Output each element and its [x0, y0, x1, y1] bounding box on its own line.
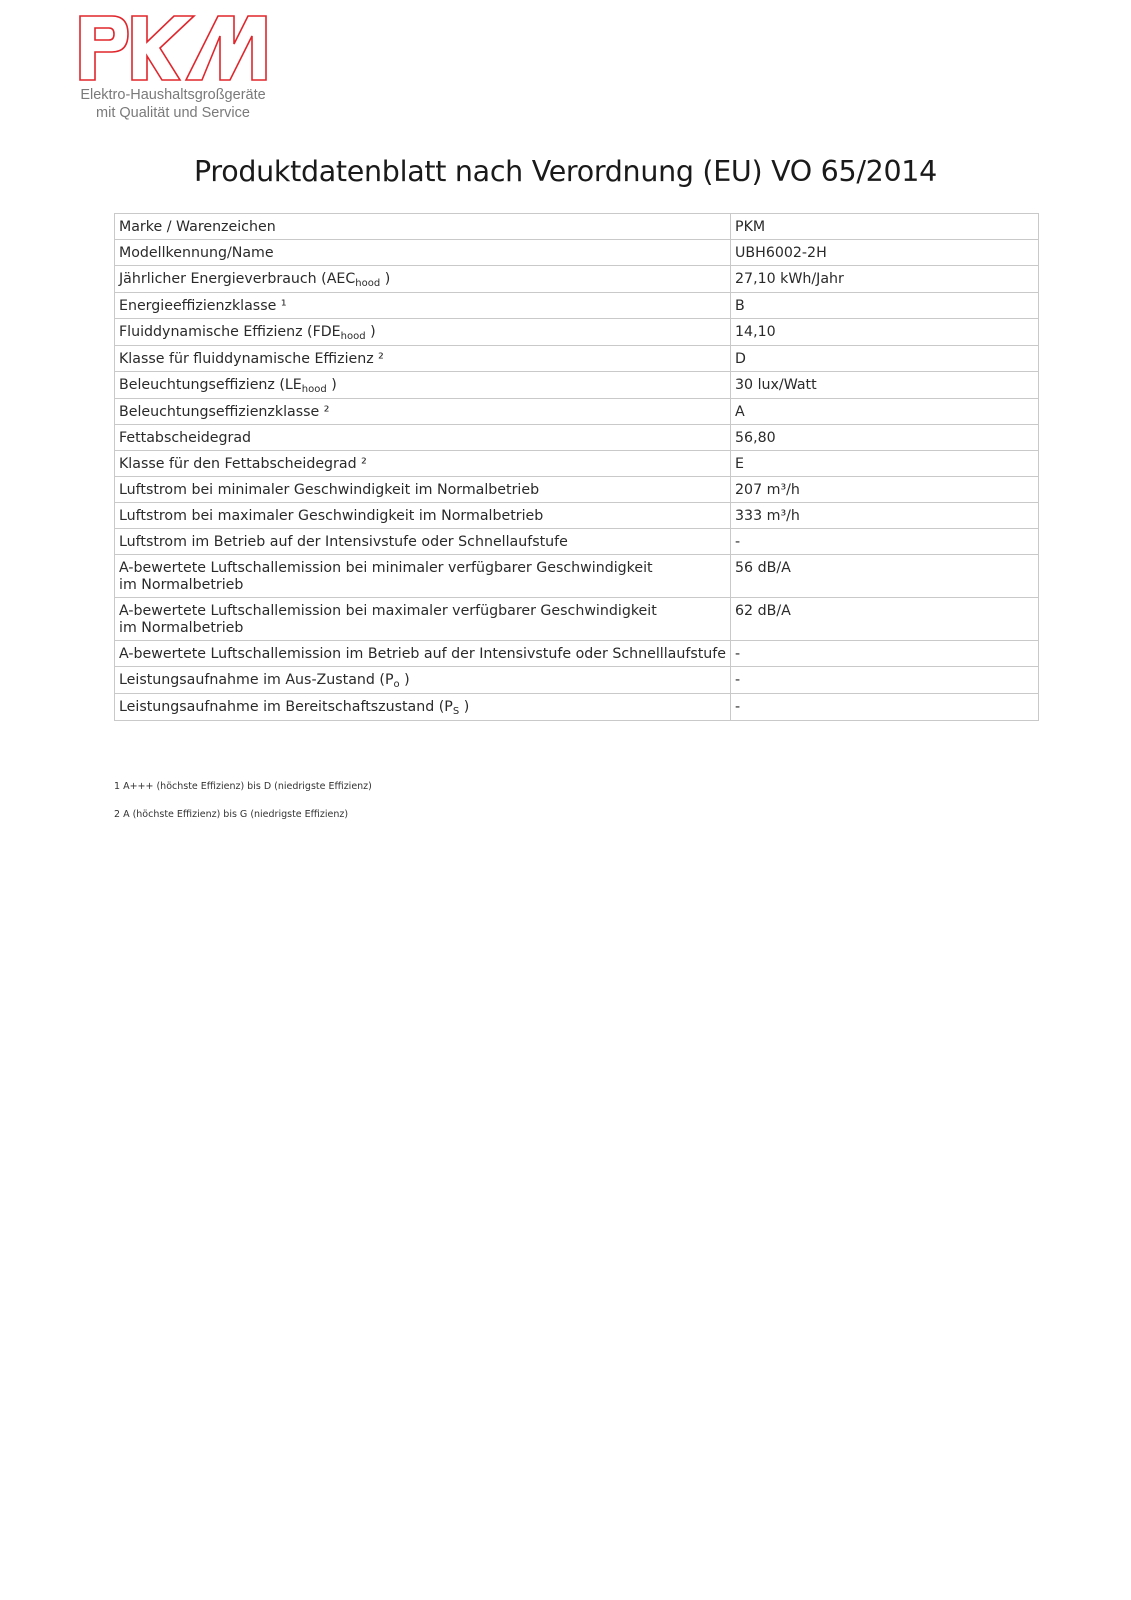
table-row	[115, 346, 1039, 372]
row-label-text: Leistungsaufnahme im Bereitschaftszustand (P	[119, 699, 453, 715]
row-label	[115, 399, 731, 425]
table-row	[115, 319, 1039, 346]
row-label-line-2: im Normalbetrieb	[119, 620, 244, 636]
row-label-text: Beleuchtungseffizienzklasse ²	[119, 404, 330, 420]
table-row	[115, 477, 1039, 503]
row-label-text: Leistungsaufnahme im Aus-Zustand (P	[119, 672, 394, 688]
row-label-text: Modellkennung/Name	[119, 245, 274, 261]
row-value: 62 dB/A	[731, 598, 1039, 641]
row-label-text: Fluiddynamische Effizienz (FDE	[119, 324, 341, 340]
row-label-text: Luftstrom bei maximaler Geschwindigkeit im Normalbetrieb	[119, 508, 544, 524]
row-value: -	[731, 694, 1039, 721]
row-label-text: Luftstrom im Betrieb auf der Intensivstufe oder Schnellaufstufe	[119, 534, 568, 550]
row-label-text: Luftstrom bei minimaler Geschwindigkeit im Normalbetrieb	[119, 482, 540, 498]
row-value: UBH6002-2H	[731, 240, 1039, 266]
row-label-end: )	[399, 672, 410, 688]
row-label-line-2: im Normalbetrieb	[119, 577, 244, 593]
tagline-line-1: Elektro-Haushaltsgroßgeräte	[80, 87, 266, 103]
row-label	[115, 694, 731, 721]
row-value: 56 dB/A	[731, 555, 1039, 598]
row-label-text: Jährlicher Energieverbrauch (AEC	[119, 271, 356, 287]
table-row	[115, 529, 1039, 555]
product-data-rows	[115, 214, 1039, 721]
row-label	[115, 293, 731, 319]
row-value: B	[731, 293, 1039, 319]
row-value: -	[731, 529, 1039, 555]
row-label	[115, 319, 731, 346]
row-label-end: )	[365, 324, 376, 340]
row-label	[115, 451, 731, 477]
table-row	[115, 425, 1039, 451]
row-label-text: A-bewertete Luftschallemission bei maximaler verfügbarer Geschwindigkeit	[119, 603, 657, 619]
row-label	[115, 529, 731, 555]
table-row	[115, 667, 1039, 694]
row-label	[115, 641, 731, 667]
row-label-subscript: o	[393, 679, 400, 690]
row-label-subscript: hood	[340, 331, 366, 342]
footnote-2: 2 A (höchste Effizienz) bis G (niedrigste Effizienz)	[114, 809, 349, 820]
row-value: PKM	[731, 214, 1039, 240]
footnotes	[114, 781, 372, 837]
row-value: 30 lux/Watt	[731, 372, 1039, 399]
pkm-logo-mark	[78, 14, 268, 82]
table-row	[115, 451, 1039, 477]
row-label	[115, 240, 731, 266]
row-label-text: A-bewertete Luftschallemission bei minimaler verfügbarer Geschwindigkeit	[119, 560, 653, 576]
table-row	[115, 214, 1039, 240]
row-label	[115, 667, 731, 694]
table-row	[115, 293, 1039, 319]
row-label-text: Klasse für den Fettabscheidegrad ²	[119, 456, 367, 472]
table-row	[115, 266, 1039, 293]
table-row	[115, 372, 1039, 399]
row-label	[115, 214, 731, 240]
row-label	[115, 598, 731, 641]
row-label-end: )	[380, 271, 391, 287]
row-label	[115, 346, 731, 372]
row-label-subscript: S	[452, 706, 460, 717]
page-title: Produktdatenblatt nach Verordnung (EU) VO 65/2014	[194, 155, 937, 188]
table-row	[115, 503, 1039, 529]
brand-logo	[78, 14, 278, 122]
table-row	[115, 641, 1039, 667]
row-label-end: )	[326, 377, 337, 393]
table-row	[115, 694, 1039, 721]
row-label-text: Beleuchtungseffizienz (LE	[119, 377, 302, 393]
row-value: 207 m³/h	[731, 477, 1039, 503]
row-label-text: Klasse für fluiddynamische Effizienz ²	[119, 351, 384, 367]
row-label	[115, 477, 731, 503]
row-label	[115, 266, 731, 293]
table-row	[115, 240, 1039, 266]
table-row	[115, 555, 1039, 598]
row-label-text: Fettabscheidegrad	[119, 430, 252, 446]
product-data-table	[114, 213, 1039, 721]
table-row	[115, 598, 1039, 641]
row-label-text: Energieeffizienzklasse ¹	[119, 298, 287, 314]
row-label-end: )	[459, 699, 470, 715]
row-label-text: A-bewertete Luftschallemission im Betrieb auf der Intensivstufe oder Schnelllaufstufe	[119, 646, 727, 662]
svg-text:PKM: PKM	[78, 14, 81, 15]
row-value: -	[731, 667, 1039, 694]
row-value: 333 m³/h	[731, 503, 1039, 529]
tagline-line-2: mit Qualität und Service	[96, 105, 250, 121]
row-label	[115, 503, 731, 529]
footnote-1: 1 A+++ (höchste Effizienz) bis D (niedrigste Effizienz)	[114, 781, 372, 792]
row-value: 27,10 kWh/Jahr	[731, 266, 1039, 293]
row-label	[115, 372, 731, 399]
row-label-subscript: hood	[355, 278, 381, 289]
table-row	[115, 399, 1039, 425]
row-value: 56,80	[731, 425, 1039, 451]
row-label-subscript: hood	[301, 384, 327, 395]
row-label-text: Marke / Warenzeichen	[119, 219, 276, 235]
row-value: -	[731, 641, 1039, 667]
row-value: D	[731, 346, 1039, 372]
row-label	[115, 425, 731, 451]
row-value: 14,10	[731, 319, 1039, 346]
row-label	[115, 555, 731, 598]
brand-tagline	[78, 86, 268, 122]
row-value: A	[731, 399, 1039, 425]
row-value: E	[731, 451, 1039, 477]
